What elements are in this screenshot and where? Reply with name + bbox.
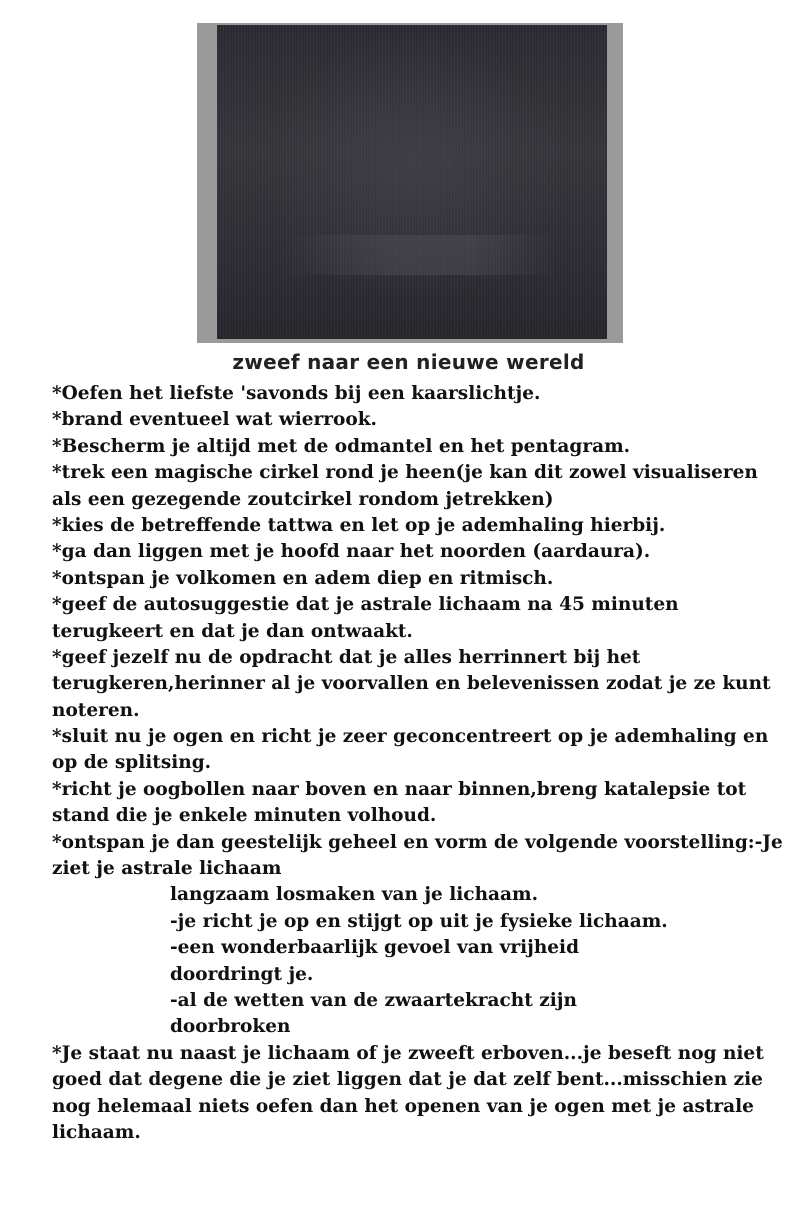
text-line: *geef de autosuggestie dat je astrale lichaam na 45 minuten: [52, 594, 679, 616]
text-line: *Je staat nu naast je lichaam of je zweeft erboven...je beseft nog niet: [52, 1042, 764, 1064]
indented-line: -je richt je op en stijgt op uit je fysieke lichaam.: [170, 910, 668, 932]
text-line: *trek een magische cirkel rond je heen(je kan dit zowel visualiseren: [52, 462, 758, 484]
dark-photo: [217, 25, 607, 339]
text-line: goed dat degene die je ziet liggen dat je dat zelf bent...misschien zie: [52, 1069, 763, 1091]
indented-line: doorbroken: [170, 1016, 291, 1038]
text-line: *sluit nu je ogen en richt je zeer geconcentreert op je ademhaling en: [52, 726, 769, 748]
text-line: *kies de betreffende tattwa en let op je ademhaling hierbij.: [52, 514, 666, 536]
text-line: *brand eventueel wat wierrook.: [52, 409, 377, 431]
photo-figure-shape: [277, 235, 557, 275]
text-line: *ontspan je dan geestelijk geheel en vorm de volgende voorstelling:-Je: [52, 831, 783, 853]
text-line: terugkeren,herinner al je voorvallen en belevenissen zodat je ze kunt: [52, 673, 771, 695]
text-line: nog helemaal niets oefen dan het openen van je ogen met je astrale: [52, 1095, 754, 1117]
photo-frame: [197, 23, 623, 343]
instruction-text: [52, 381, 782, 1146]
text-line: op de splitsing.: [52, 752, 212, 774]
text-line: ziet je astrale lichaam: [52, 858, 282, 880]
indented-line: -al de wetten van de zwaartekracht zijn: [170, 989, 577, 1011]
indented-line: langzaam losmaken van je lichaam.: [170, 884, 539, 906]
indented-line: doordringt je.: [170, 963, 314, 985]
text-line: *ga dan liggen met je hoofd naar het noorden (aardaura).: [52, 541, 651, 563]
text-line: als een gezegende zoutcirkel rondom jetrekken): [52, 488, 554, 510]
text-line: terugkeert en dat je dan ontwaakt.: [52, 620, 413, 642]
text-line: *Bescherm je altijd met de odmantel en het pentagram.: [52, 435, 631, 457]
text-line: *geef jezelf nu de opdracht dat je alles herrinnert bij het: [52, 646, 641, 668]
text-line: lichaam.: [52, 1121, 141, 1143]
text-line: *Oefen het liefste 'savonds bij een kaarslichtje.: [52, 383, 541, 404]
text-line: noteren.: [52, 699, 140, 721]
text-line: *richt je oogbollen naar boven en naar binnen,breng katalepsie tot: [52, 778, 747, 800]
indented-line: -een wonderbaarlijk gevoel van vrijheid: [170, 937, 580, 959]
photo-caption: zweef naar een nieuwe wereld: [232, 350, 585, 374]
text-line: *ontspan je volkomen en adem diep en ritmisch.: [52, 567, 554, 589]
text-line: stand die je enkele minuten volhoud.: [52, 805, 437, 827]
